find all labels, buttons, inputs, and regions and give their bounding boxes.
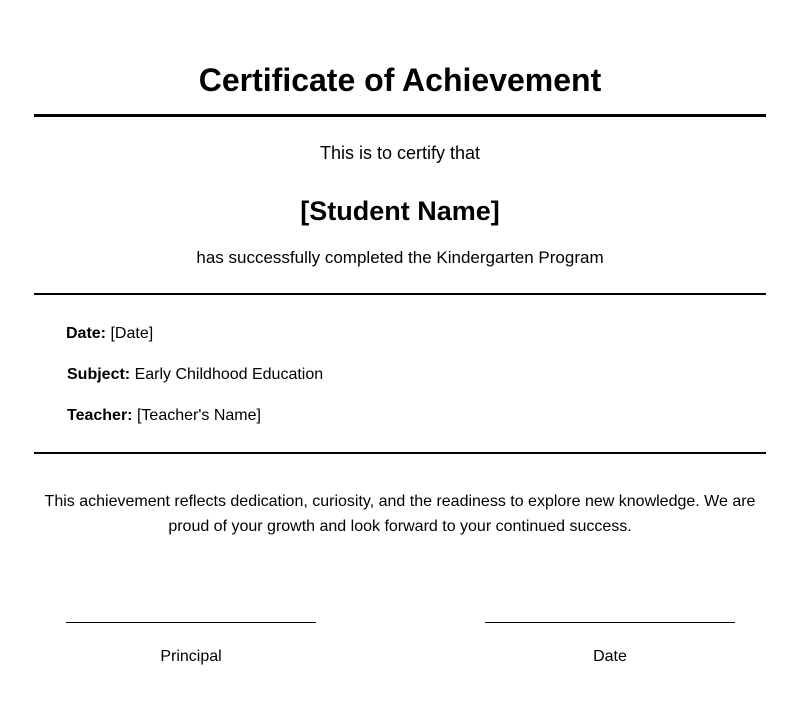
detail-teacher-value: [Teacher's Name] <box>136 407 261 424</box>
detail-subject-label: Subject: <box>67 366 131 383</box>
date-signature-line <box>485 622 735 623</box>
completion-text: has successfully completed the Kindergarten Program <box>196 248 604 267</box>
details-bottom-divider <box>34 452 766 454</box>
certificate-title: Certificate of Achievement <box>198 62 602 98</box>
date-signature-label: Date <box>593 648 627 665</box>
detail-date-value: [Date] <box>110 325 154 342</box>
detail-date-label: Date: <box>66 325 107 342</box>
principal-signature-label: Principal <box>160 648 222 665</box>
detail-subject-value: Early Childhood Education <box>134 366 324 383</box>
details-top-divider <box>34 293 766 295</box>
certify-text: This is to certify that <box>319 143 481 163</box>
detail-subject <box>67 365 323 385</box>
detail-teacher-label: Teacher: <box>67 407 133 424</box>
detail-teacher <box>67 406 261 426</box>
achievement-message: This achievement reflects dedication, curiosity, and the readiness to explore new knowledge. We are proud of your growth and look forward to your continued success. <box>44 493 756 535</box>
principal-signature-line <box>66 622 316 623</box>
title-divider <box>34 114 766 117</box>
student-name: [Student Name] <box>300 196 500 226</box>
detail-date <box>66 324 153 344</box>
